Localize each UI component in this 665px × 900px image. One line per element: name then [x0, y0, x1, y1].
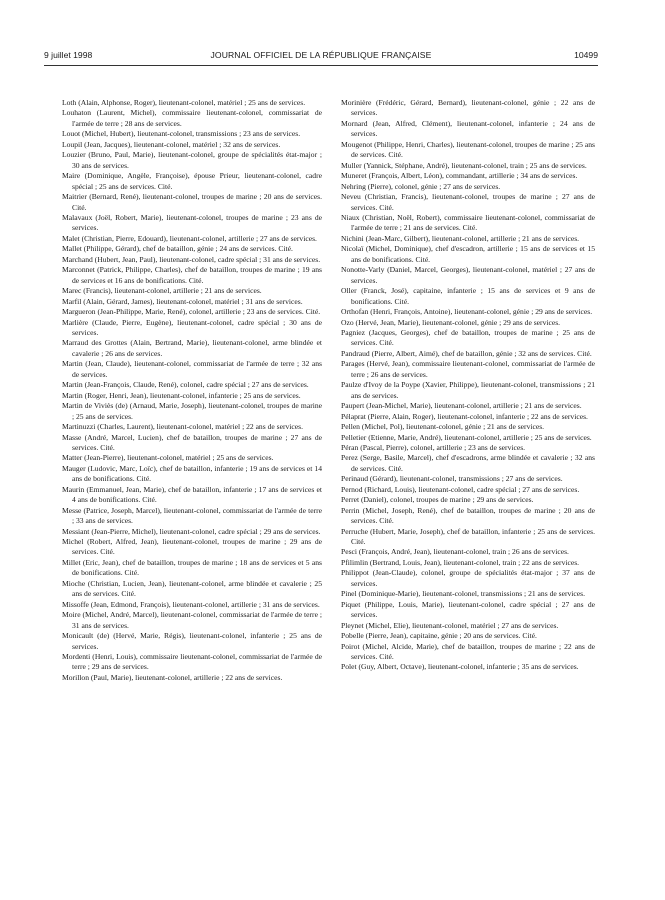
list-entry: Marchand (Hubert, Jean, Paul), lieutenant-colonel, cadre spécial ; 31 ans de services. [62, 254, 321, 264]
list-entry: Marfil (Alain, Gérard, James), lieutenant-colonel, matériel ; 31 ans de services. [62, 296, 303, 306]
list-entry: Parages (Hervé, Jean), commissaire lieutenant-colonel, commissariat de l'armée de terre ; 26 ans de services. [341, 359, 595, 379]
list-entry: Nonotte-Varly (Daniel, Marcel, Georges), lieutenant-colonel, matériel ; 27 ans de services. [341, 265, 595, 285]
list-entry: Matter (Jean-Pierre), lieutenant-colonel, matériel ; 25 ans de services. [62, 453, 274, 463]
list-entry: Moire (Michel, André, Marcel), lieutenant-colonel, commissariat de l'armée de terre ; 31 ans de services. [62, 610, 322, 630]
list-entry: Loupil (Jean, Jacques), lieutenant-colonel, matériel ; 32 ans de services. [62, 139, 281, 149]
list-entry: Maurin (Emmanuel, Jean, Marie), chef de bataillon, infanterie ; 17 ans de services et 4 ans de bonifications. Cité. [62, 484, 322, 505]
list-entry: Muller (Yannick, Stéphane, André), lieutenant-colonel, train ; 25 ans de services. [341, 160, 587, 170]
list-entry: Malavaux (Joël, Robert, Marie), lieutenant-colonel, troupes de marine ; 23 ans de services. [62, 212, 322, 233]
list-entry: Pfilimlin (Bertrand, Louis, Jean), lieutenant-colonel, train ; 22 ans de services. [341, 557, 580, 567]
list-entry: Martin (Roger, Henri, Jean), lieutenant-colonel, infanterie ; 25 ans de services. [62, 390, 301, 400]
list-entry: Martin (Jean, Claude), lieutenant-colonel, commissariat de l'armée de terre ; 32 ans de services. [62, 359, 322, 379]
list-entry: Mallet (Philippe, Gérard), chef de bataillon, génie ; 24 ans de services. Cité. [62, 244, 293, 254]
left-column [62, 98, 322, 683]
list-entry: Perruche (Hubert, Marie, Joseph), chef de bataillon, infanterie ; 25 ans de services. Cité. [341, 526, 595, 547]
list-entry: Louzier (Bruno, Paul, Marie), lieutenant-colonel, groupe de spécialités état-major ; 30 ans de services. [62, 150, 322, 170]
header-date: 9 juillet 1998 [44, 50, 93, 60]
list-entry: Marraud des Grottes (Alain, Bertrand, Marie), lieutenant-colonel, arme blindée et cavalerie ; 26 ans de services. [62, 338, 322, 358]
list-entry: Martin de Viviès (de) (Arnaud, Marie, Joseph), lieutenant-colonel, troupes de marine ; 25 ans de services. [62, 401, 322, 421]
list-entry: Martin (Jean-François, Claude, René), colonel, cadre spécial ; 27 ans de services. [62, 380, 309, 390]
list-entry: Pelletier (Etienne, Marie, André), lieutenant-colonel, artillerie ; 25 ans de services. [341, 432, 592, 442]
list-entry: Marec (Francis), lieutenant-colonel, artillerie ; 21 ans de services. [62, 286, 262, 296]
list-entry: Nehring (Pierre), colonel, génie ; 27 ans de services. [341, 181, 501, 191]
list-entry: Muneret (François, Albert, Léon), commandant, artillerie ; 34 ans de services. [341, 171, 578, 181]
list-entry: Perinaud (Gérard), lieutenant-colonel, transmissions ; 27 ans de services. [341, 474, 563, 484]
list-entry: Martinuzzi (Charles, Laurent), lieutenant-colonel, matériel ; 22 ans de services. [62, 422, 304, 432]
list-entry: Mordenti (Henri, Louis), commissaire lieutenant-colonel, commissariat de l'armée de terre ; 29 ans de services. [62, 652, 322, 672]
page-header [44, 50, 598, 64]
list-entry: Missoffe (Jean, Edmond, François), lieutenant-colonel, artillerie ; 31 ans de services. [62, 599, 320, 609]
list-entry: Morillon (Paul, Marie), lieutenant-colonel, artillerie ; 22 ans de services. [62, 672, 283, 682]
list-entry: Perez (Serge, Basile, Marcel), chef d'escadrons, arme blindée et cavalerie ; 32 ans de services. Cité. [341, 453, 595, 473]
list-entry: Mauger (Ludovic, Marc, Loïc), chef de bataillon, infanterie ; 19 ans de services et 14 ans de bonifications. Cité. [62, 463, 322, 484]
list-entry: Perret (Daniel), colonel, troupes de marine ; 29 ans de services. [341, 495, 534, 505]
list-entry: Polet (Guy, Albert, Octave), lieutenant-colonel, infanterie ; 35 ans de services. [341, 662, 579, 672]
list-entry: Mornard (Jean, Alfred, Clément), lieutenant-colonel, infanterie ; 24 ans de services. [341, 118, 595, 139]
list-entry: Poirot (Michel, Alcide, Marie), chef de bataillon, troupes de marine ; 22 ans de services. Cité. [341, 641, 595, 662]
list-entry: Pinel (Dominique-Marie), lieutenant-colonel, transmissions ; 21 ans de services. [341, 589, 585, 599]
list-entry: Maire (Dominique, Angèle, Françoise), épouse Prieur, lieutenant-colonel, cadre spécial ; 25 ans de services. Cité. [62, 171, 322, 191]
list-entry: Maitrier (Bernard, René), lieutenant-colonel, troupes de marine ; 20 ans de services. Cité. [62, 192, 322, 212]
list-entry: Michel (Robert, Alfred, Jean), lieutenant-colonel, troupes de marine ; 29 ans de services. Cité. [62, 537, 322, 557]
list-entry: Pagniez (Jacques, Georges), chef de bataillon, troupes de marine ; 25 ans de services. Cité. [341, 327, 595, 348]
list-entry: Louhaton (Laurent, Michel), commissaire lieutenant-colonel, commissariat de l'armée de terre ; 28 ans de services. [62, 108, 322, 128]
list-entry: Péran (Pascal, Pierre), colonel, artillerie ; 23 ans de services. [341, 442, 526, 452]
list-entry: Pellen (Michel, Pol), lieutenant-colonel, génie ; 21 ans de services. [341, 422, 545, 432]
list-entry: Marconnet (Patrick, Philippe, Charles), chef de bataillon, troupes de marine ; 19 ans de services et 16 ans de bonifications. Cité. [62, 265, 322, 285]
header-title: JOURNAL OFFICIEL DE LA RÉPUBLIQUE FRANÇAISE [210, 50, 432, 60]
list-entry: Mougenot (Philippe, Henri, Charles), lieutenant-colonel, troupes de marine ; 25 ans de services. Cité. [341, 139, 595, 160]
list-entry: Masse (André, Marcel, Lucien), chef de bataillon, troupes de marine ; 27 ans de services. Cité. [62, 432, 322, 452]
list-entry: Paulze d'Ivoy de la Poype (Xavier, Philippe), lieutenant-colonel, transmissions ; 21 ans de services. [341, 380, 595, 400]
list-entry: Messe (Patrice, Joseph, Marcel), lieutenant-colonel, commissariat de l'armée de terre ; 33 ans de services. [62, 505, 322, 526]
list-entry: Millet (Eric, Jean), chef de bataillon, troupes de marine ; 18 ans de services et 5 ans de bonifications. Cité. [62, 557, 322, 578]
list-entry: Orthofan (Henri, François, Antoine), lieutenant-colonel, génie ; 29 ans de services. [341, 307, 593, 317]
list-entry: Paupert (Jean-Michel, Marie), lieutenant-colonel, artillerie ; 21 ans de services. [341, 401, 582, 411]
list-entry: Pleynet (Michel, Elie), lieutenant-colonel, matériel ; 27 ans de services. [341, 620, 559, 630]
list-entry: Malet (Christian, Pierre, Edouard), lieutenant-colonel, artillerie ; 27 ans de services. [62, 233, 317, 243]
list-entry: Mioche (Christian, Lucien, Jean), lieutenant-colonel, arme blindée et cavalerie ; 25 ans de services. Cité. [62, 578, 322, 599]
list-entry: Louot (Michel, Hubert), lieutenant-colonel, transmissions ; 23 ans de services. [62, 129, 301, 139]
right-column [341, 98, 595, 673]
list-entry: Pandraud (Pierre, Albert, Aimé), chef de bataillon, génie ; 32 ans de services. Cité. [341, 348, 592, 358]
list-entry: Morinière (Frédéric, Gérard, Bernard), lieutenant-colonel, génie ; 22 ans de services. [341, 98, 595, 118]
list-entry: Messiant (Jean-Pierre, Michel), lieutenant-colonel, cadre spécial ; 29 ans de services. [62, 526, 321, 536]
list-entry: Pernod (Richard, Louis), lieutenant-colonel, cadre spécial ; 27 ans de services. [341, 484, 580, 494]
list-entry: Perrin (Michel, Joseph, René), chef de bataillon, troupes de marine ; 20 ans de services. Cité. [341, 505, 595, 526]
list-entry: Oller (Franck, José), capitaine, infanterie ; 15 ans de services et 9 ans de bonifications. Cité. [341, 286, 595, 306]
list-entry: Nichini (Jean-Marc, Gilbert), lieutenant-colonel, artillerie ; 21 ans de services. [341, 233, 580, 243]
list-entry: Monicault (de) (Hervé, Marie, Régis), lieutenant-colonel, infanterie ; 25 ans de services. [62, 631, 322, 651]
list-entry: Pobelle (Pierre, Jean), capitaine, génie ; 20 ans de services. Cité. [341, 631, 537, 641]
list-entry: Ozo (Hervé, Jean, Marie), lieutenant-colonel, génie ; 29 ans de services. [341, 317, 561, 327]
list-entry: Margueron (Jean-Philippe, Marie, René), colonel, artillerie ; 23 ans de services. Cité. [62, 307, 321, 317]
header-page-number: 10499 [574, 50, 598, 60]
header-rule [44, 65, 598, 66]
list-entry: Piquet (Philippe, Louis, Marie), lieutenant-colonel, cadre spécial ; 27 ans de services. [341, 599, 595, 620]
list-entry: Pélaprat (Pierre, Alain, Roger), lieutenant-colonel, infanterie ; 22 ans de services. [341, 411, 588, 421]
list-entry: Neveu (Christian, Francis), lieutenant-colonel, troupes de marine ; 27 ans de services. Cité. [341, 192, 595, 212]
list-entry: Nicolaï (Michel, Dominique), chef d'escadron, artillerie ; 15 ans de services et 15 ans de bonifications. Cité. [341, 244, 595, 264]
list-entry: Pesci (François, André, Jean), lieutenant-colonel, train ; 26 ans de services. [341, 547, 569, 557]
list-entry: Marlière (Claude, Pierre, Eugène), lieutenant-colonel, cadre spécial ; 30 ans de services. [62, 317, 322, 337]
list-entry: Philippot (Jean-Claude), colonel, groupe de spécialités état-major ; 37 ans de services. [341, 568, 595, 588]
list-entry: Loth (Alain, Alphonse, Roger), lieutenant-colonel, matériel ; 25 ans de services. [62, 98, 306, 107]
list-entry: Niaux (Christian, Noël, Robert), commissaire lieutenant-colonel, commissariat de l'armée de terre ; 21 ans de services. Cité. [341, 212, 595, 233]
